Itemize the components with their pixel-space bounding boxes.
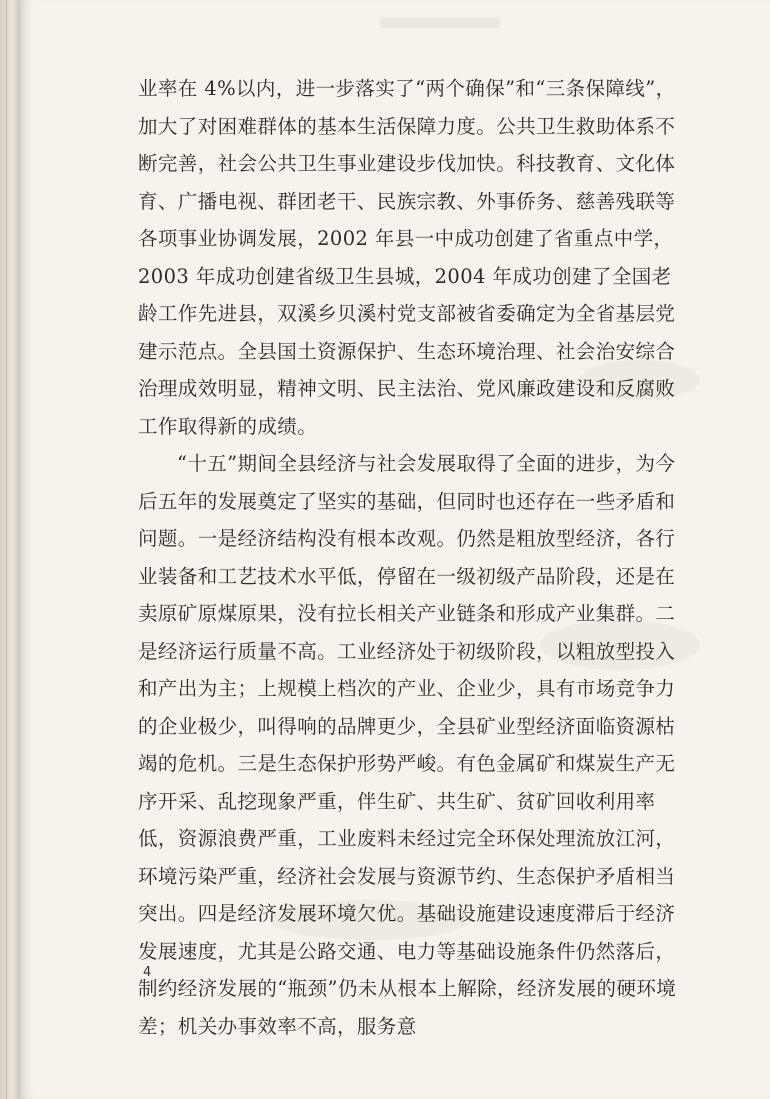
paragraph: 业率在 4%以内，进一步落实了“两个确保”和“三条保障线”，加大了对困难群体的基本生活保障力度。公共卫生救助体系不断完善，社会公共卫生事业建设步伐加快。科技教育、文化体育、广播电视、群团老干、民族宗教、外事侨务、慈善残联等各项事业协调发展，2002 年县一中成功创建了省重点中学，2003 年成功创建省级卫生县城，2004 年成功创建了全国老龄工作先进县，双溪乡贝溪村党支部被省委确定为全省基层党建示范点。全县国土资源保护、生态环境治理、社会治安综合治理成效明显，精神文明、民主法治、党风廉政建设和反腐败工作取得新的成绩。: [138, 77, 676, 438]
paragraph: “十五”期间全县经济与社会发展取得了全面的进步，为今后五年的发展奠定了坚实的基础，但同时也还存在一些矛盾和问题。一是经济结构没有根本改观。仍然是粗放型经济，各行业装备和工艺技术水平低，停留在一级初级产品阶段，还是在卖原矿原煤原果，没有拉长相关产业链条和形成产业集群。二是经济运行质量不高。工业经济处于初级阶段，以粗放型投入和产出为主；上规模上档次的产业、企业少，具有市场竞争力的企业极少，叫得响的品牌更少，全县矿业型经济面临资源枯竭的危机。三是生态保护形势严峻。有色金属矿和煤炭生产无序开采、乱挖现象严重，伴生矿、共生矿、贫矿回收利用率低，资源浪费严重，工业废料未经过完全环保处理流放江河，环境污染严重，经济社会发展与资源节约、生态保护矛盾相当突出。四是经济发展环境欠优。基础设施建设速度滞后于经济发展速度，尤其是公路交通、电力等基础设施条件仍然落后，制约经济发展的“瓶颈”仍未从根本上解除，经济发展的硬环境差；机关办事效率不高，服务意: [138, 452, 677, 1038]
faint-header-mark: [380, 18, 500, 28]
page-binding-line: [6, 0, 7, 1099]
page-binding-edge: [0, 0, 21, 1099]
body-text: [138, 70, 690, 1045]
page-number: 4: [143, 965, 152, 980]
